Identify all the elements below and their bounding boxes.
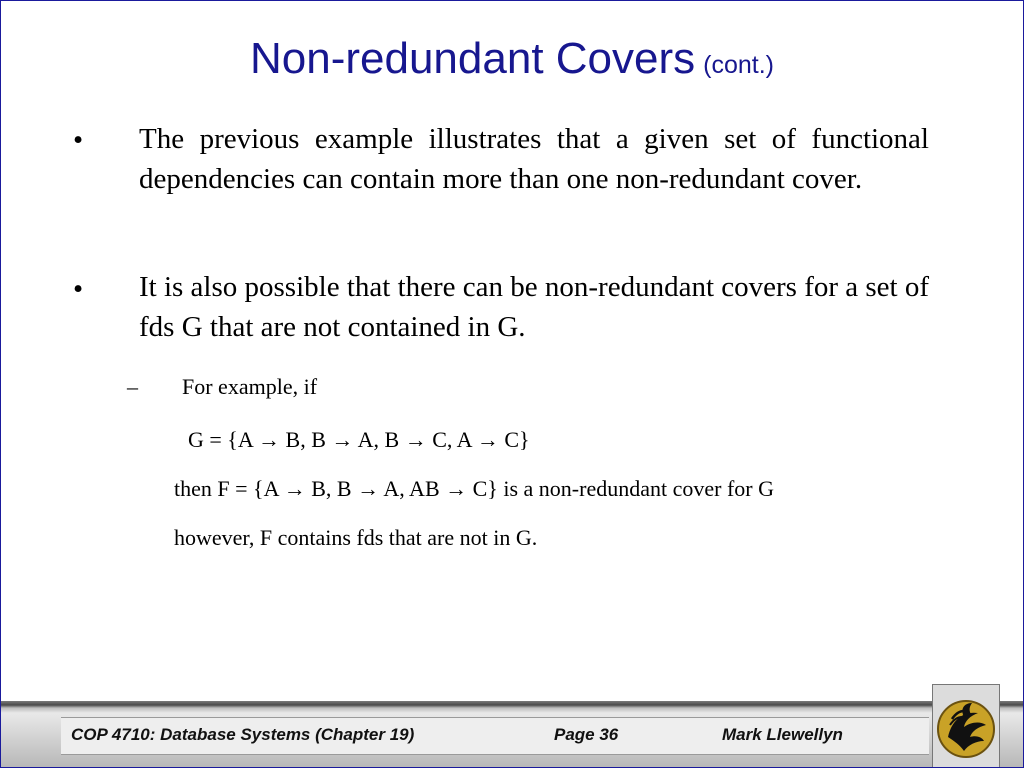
sub-bullet-text: For example, if	[182, 374, 318, 399]
title-main: Non-redundant Covers	[250, 34, 696, 83]
bullet-icon: •	[73, 273, 84, 305]
slide-title	[1, 31, 1023, 93]
footer-author: Mark Llewellyn	[722, 725, 843, 744]
example-line-g: G = {A → B, B → A, B → C, A → C}	[188, 427, 530, 452]
bullet-text-2: It is also possible that there can be non-redundant covers for a set of fds G that are not contained in G.	[139, 271, 929, 343]
example-line-f: then F = {A → B, B → A, AB → C} is a non-redundant cover for G	[174, 476, 774, 501]
pegasus-logo-icon	[934, 689, 998, 763]
sub-bullet-dash: –	[127, 374, 138, 399]
logo-box	[932, 684, 1000, 768]
bullet-icon: •	[73, 124, 84, 156]
example-line-conclusion: however, F contains fds that are not in G.	[174, 525, 538, 550]
title-suffix: (cont.)	[703, 51, 774, 79]
footer-page-number: Page 36	[554, 725, 619, 744]
bullet-text-1: The previous example illustrates that a given set of functional dependencies can contain more than one non-redundant cover.	[139, 123, 929, 195]
footer-course: COP 4710: Database Systems (Chapter 19)	[71, 725, 415, 744]
